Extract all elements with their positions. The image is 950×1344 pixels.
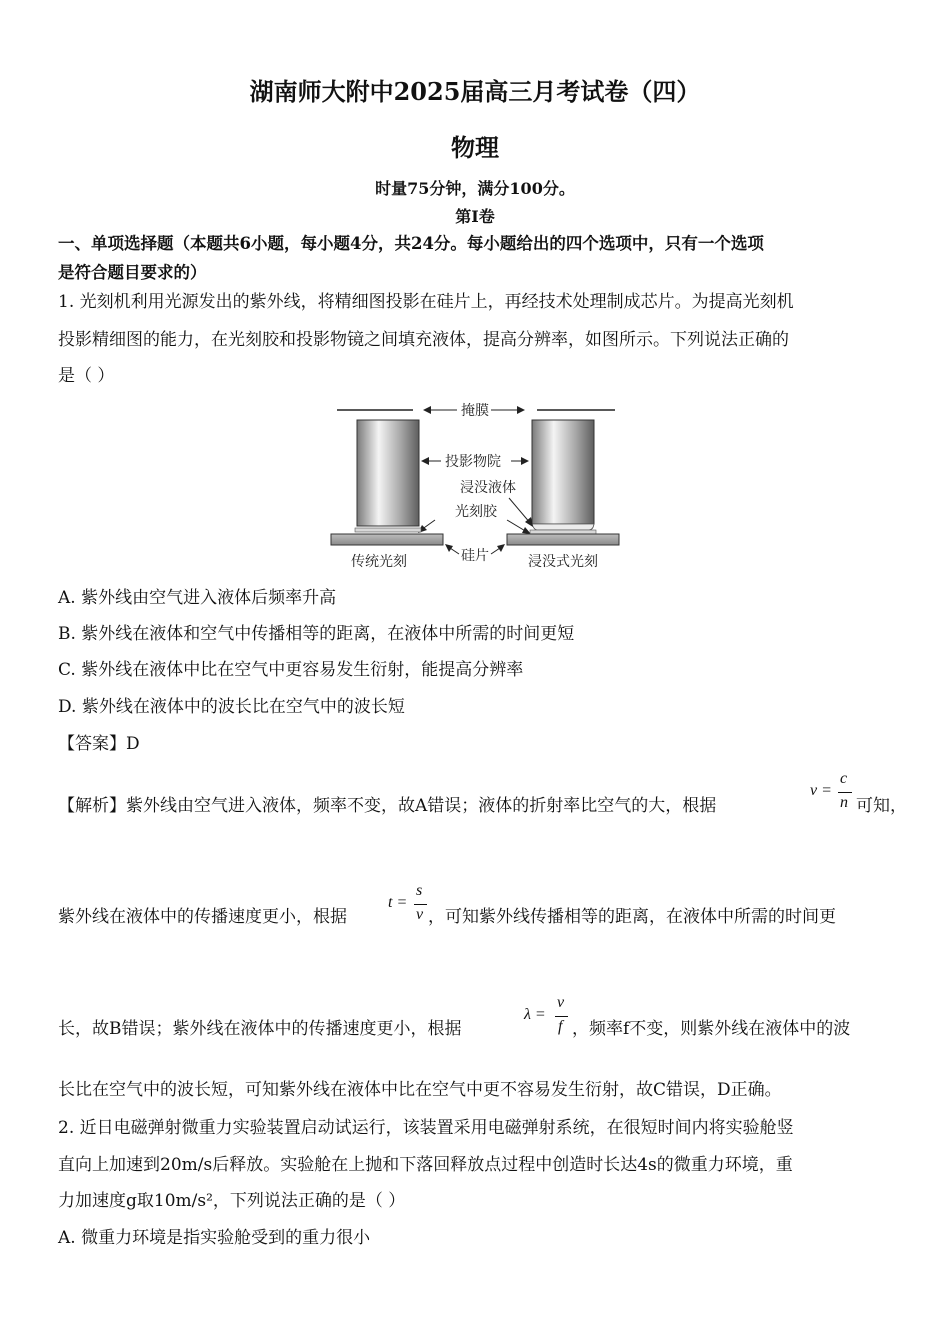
q2-option-a: A. 微重力环境是指实验舱受到的重力很小 (58, 1228, 371, 1248)
q1-answer: 【答案】D (58, 734, 140, 754)
label-liquid: 浸没液体 (460, 480, 516, 496)
q1-analysis-line3: 长，故B错误；紫外线在液体中的传播速度更小，根据 (58, 1019, 462, 1039)
q1-analysis-line4: 长比在空气中的波长短，可知紫外线在液体中比在空气中更不容易发生衍射，故C错误，D正确。 (58, 1080, 782, 1100)
formula-lambda-v-f: λ = v f (524, 994, 572, 1040)
volume-label: 第Ⅰ卷 (455, 207, 495, 226)
q1-stem-line2: 投影精细图的能力，在光刻胶和投影物镜之间填充液体，提高分辨率，如图所示。下列说法正确的 (58, 330, 789, 350)
q2-stem-line2: 直向上加速到20m/s后释放。实验舱在上抛和下落回释放点过程中创造时长达4s的微重力环境，重 (58, 1155, 793, 1175)
q2-stem-line1: 2. 近日电磁弹射微重力实验装置启动试运行，该装置采用电磁弹射系统，在很短时间内将实验舱竖 (58, 1118, 794, 1138)
caption-immersion: 浸没式光刻 (528, 554, 598, 570)
q1-option-b: B. 紫外线在液体和空气中传播相等的距离，在液体中所需的时间更短 (58, 624, 575, 644)
wafer-right (507, 534, 619, 545)
school-title: 湖南师大附中2025届高三月考试卷（四） (249, 77, 701, 106)
q1-option-d: D. 紫外线在液体中的波长比在空气中的波长短 (58, 697, 405, 717)
label-resist: 光刻胶 (455, 504, 497, 520)
formula-t-s-v: t = s v (388, 882, 428, 926)
lens-left (357, 420, 419, 526)
q1-stem-line1: 1. 光刻机利用光源发出的紫外线，将精细图投影在硅片上，再经技术处理制成芯片。为提高光刻机 (58, 292, 794, 312)
q1-analysis-line3-end: ，频率f不变，则紫外线在液体中的波 (572, 1019, 851, 1039)
label-wafer: 硅片 (461, 548, 489, 564)
formula-v-c-n: v = c n (810, 770, 854, 814)
q1-analysis-line1-end: 可知， (856, 796, 907, 816)
label-lens: 投影物院 (445, 454, 501, 470)
q1-analysis-line2-end: ，可知紫外线传播相等的距离，在液体中所需的时间更 (428, 907, 836, 927)
q1-option-c: C. 紫外线在液体中比在空气中更容易发生衍射，能提高分辨率 (58, 660, 524, 680)
subject-title: 物理 (451, 133, 499, 162)
section-heading-line1: 一、单项选择题（本题共6小题，每小题4分，共24分。每小题给出的四个选项中，只有一个选项 (58, 234, 764, 253)
wafer-left (331, 534, 443, 545)
immersion-liquid (532, 524, 594, 530)
time-score-note: 时量75分钟，满分100分。 (375, 179, 575, 198)
lens-right (532, 420, 594, 524)
q2-stem-line3: 力加速度g取10m/s²，下列说法正确的是（ ） (58, 1191, 406, 1211)
section-heading-line2: 是符合题目要求的） (58, 263, 207, 282)
q1-option-a: A. 紫外线由空气进入液体后频率升高 (58, 588, 337, 608)
caption-traditional: 传统光刻 (351, 554, 407, 570)
lithography-figure (325, 396, 625, 574)
label-mask: 掩膜 (461, 403, 489, 419)
q1-analysis-line2: 紫外线在液体中的传播速度更小，根据 (58, 907, 347, 927)
q1-stem-line3: 是（ ） (58, 366, 115, 386)
q1-analysis-line1: 【解析】紫外线由空气进入液体，频率不变，故A错误；液体的折射率比空气的大，根据 (58, 796, 717, 816)
